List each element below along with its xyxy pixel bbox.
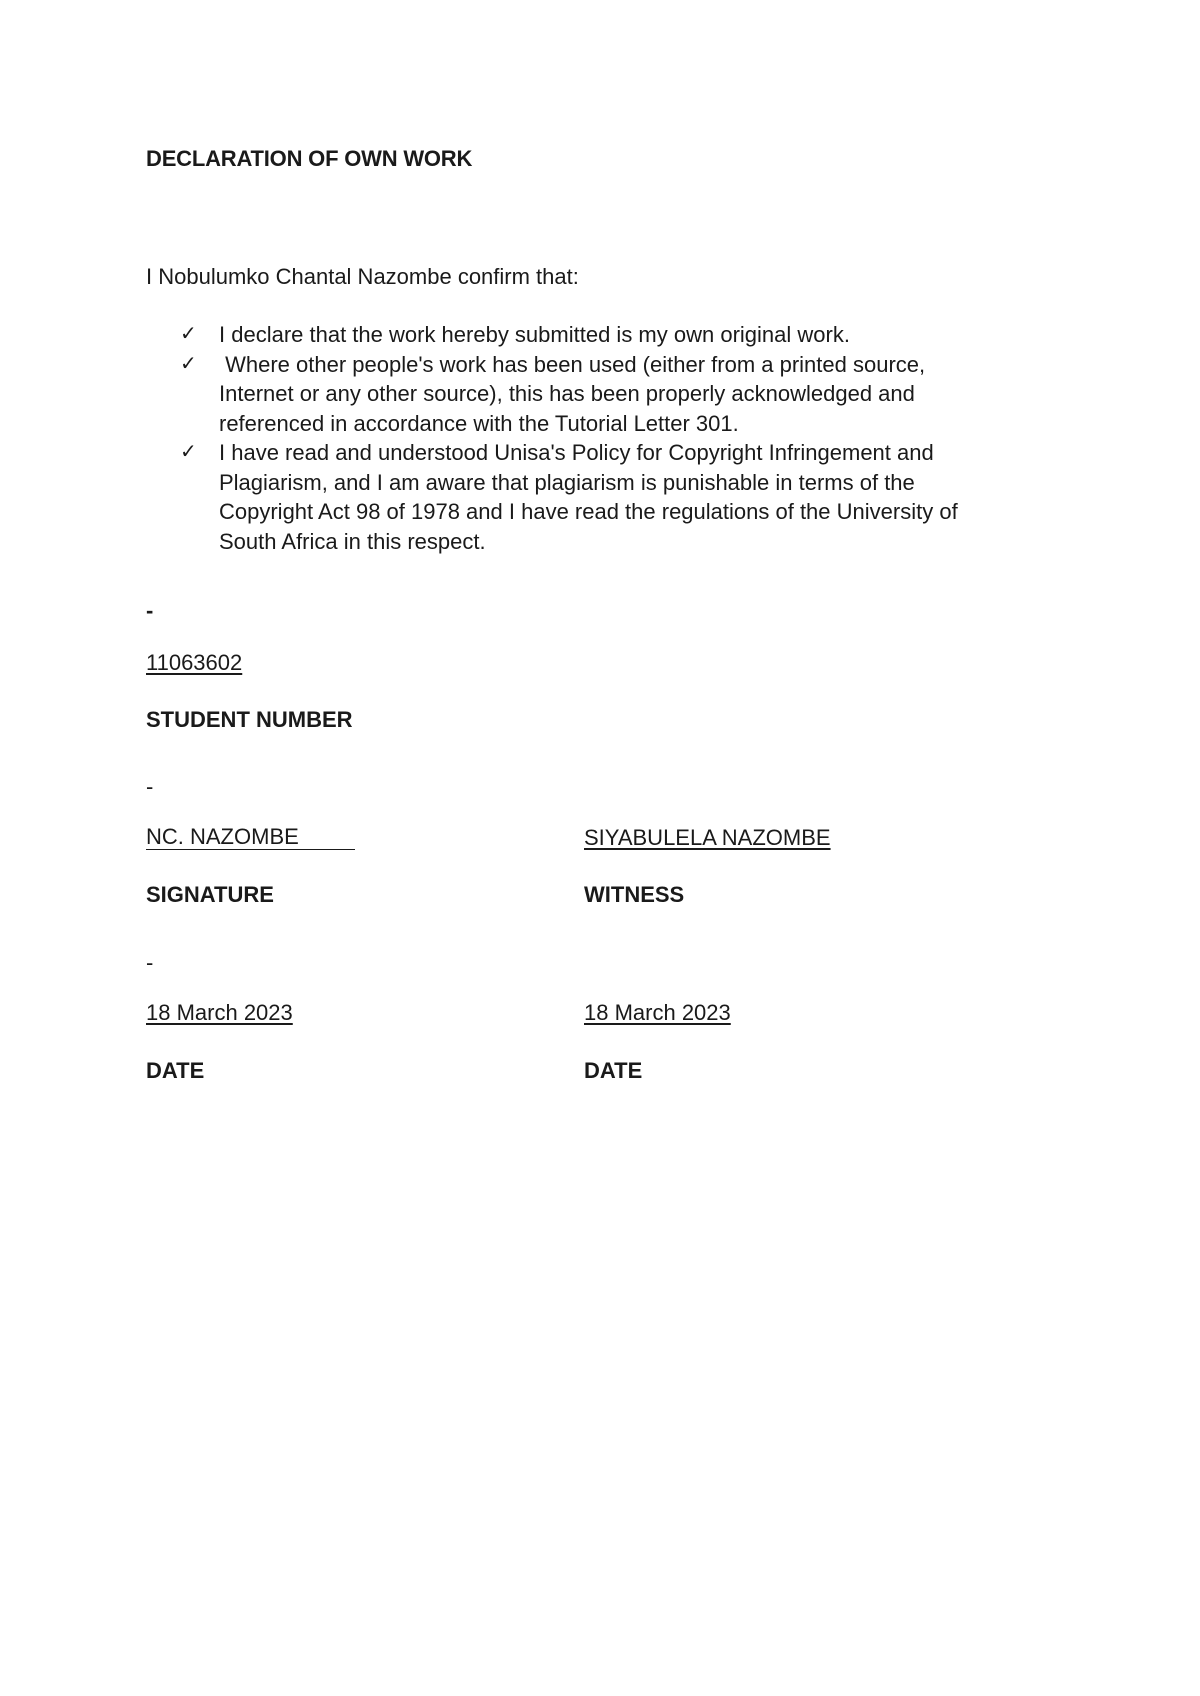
checkmark-icon: ✓: [180, 352, 197, 375]
declaration-line: Where other people's work has been used (either from a printed source,: [219, 351, 926, 377]
date-right-label: DATE: [584, 1058, 643, 1083]
declaration-line: Internet or any other source), this has been properly acknowledged and: [219, 381, 915, 406]
declaration-line: Copyright Act 98 of 1978 and I have read the regulations of the University of: [219, 499, 958, 524]
declaration-line: referenced in accordance with the Tutorial Letter 301.: [219, 410, 739, 436]
declaration-line: Plagiarism, and I am aware that plagiarism is punishable in terms of the: [219, 469, 915, 495]
declaration-list: [180, 320, 1060, 556]
date-right-value: 18 March 2023: [584, 1000, 731, 1025]
document-title: DECLARATION OF OWN WORK: [146, 146, 473, 171]
separator-dash: -: [146, 774, 154, 799]
intro-statement: I Nobulumko Chantal Nazombe confirm that:: [146, 264, 579, 289]
declaration-line: I have read and understood Unisa's Policy for Copyright Infringement and: [219, 440, 934, 465]
checkmark-icon: ✓: [180, 323, 197, 345]
signature-value: NC. NAZOMBE: [146, 825, 355, 850]
declaration-item: [180, 438, 1060, 556]
declaration-line: I declare that the work hereby submitted is my own original work.: [219, 322, 850, 347]
signature-label: SIGNATURE: [146, 882, 274, 907]
student-number-label: STUDENT NUMBER: [146, 707, 353, 732]
date-left-label: DATE: [146, 1058, 205, 1083]
separator-dash: -: [146, 598, 154, 623]
declaration-item: [180, 350, 1060, 439]
separator-dash: -: [146, 950, 154, 975]
checkmark-icon: ✓: [180, 441, 197, 463]
declaration-line: South Africa in this respect.: [219, 528, 486, 554]
declaration-item: [180, 320, 1060, 350]
student-number-value: 11063602: [146, 650, 243, 675]
witness-label: WITNESS: [584, 882, 685, 907]
date-left-value: 18 March 2023: [146, 1000, 293, 1025]
witness-value: SIYABULELA NAZOMBE: [584, 825, 831, 850]
